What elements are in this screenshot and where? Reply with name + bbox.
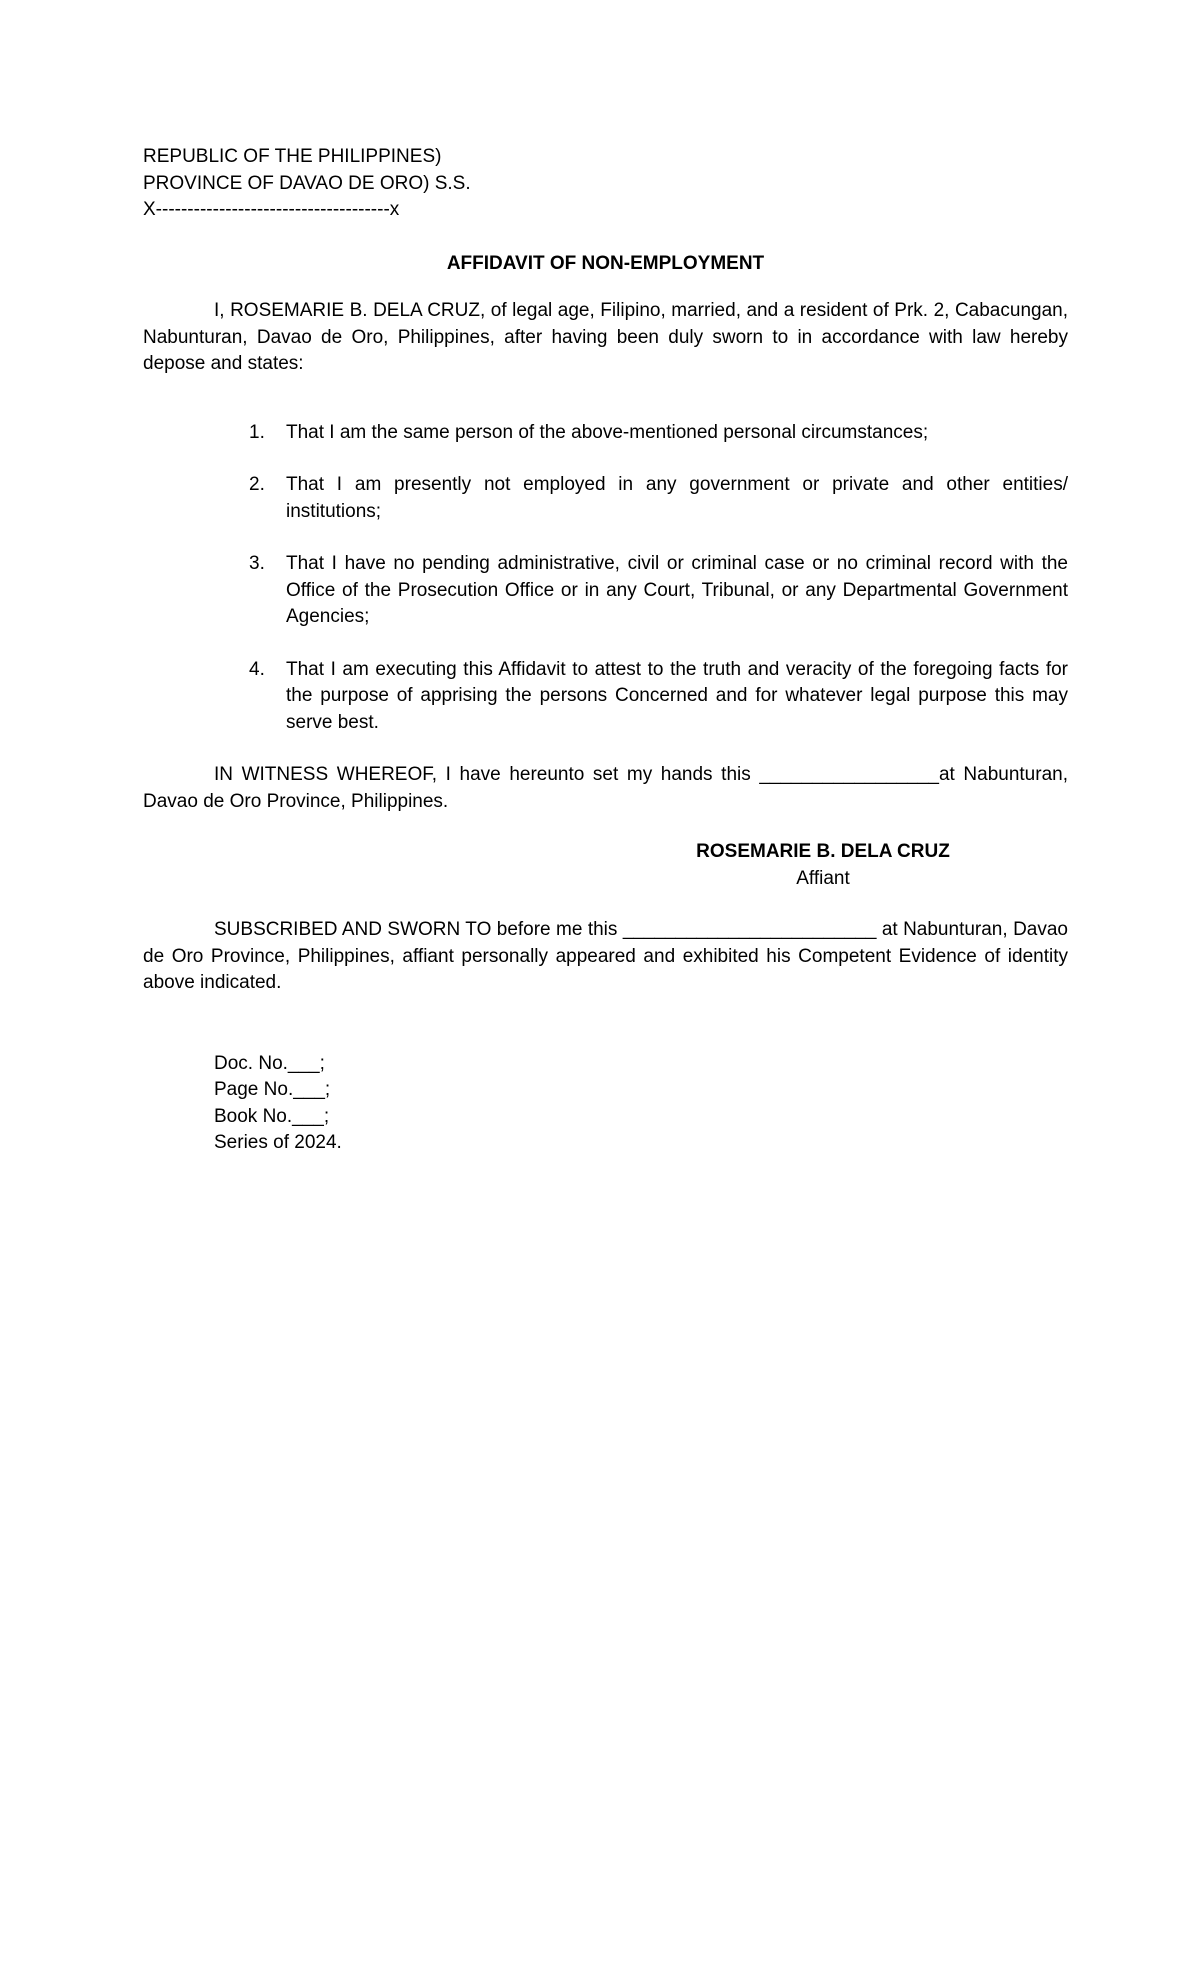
signature-block bbox=[696, 839, 950, 892]
affiant-label: Affiant bbox=[796, 867, 850, 889]
statement-text: That I am the same person of the above-mentioned personal circumstances; bbox=[286, 421, 929, 443]
caption-separator: X-------------------------------------x bbox=[143, 199, 400, 220]
affiant-name: ROSEMARIE B. DELA CRUZ bbox=[696, 841, 950, 862]
witness-paragraph: IN WITNESS WHEREOF, I have hereunto set my hands this _________________at Nabunturan, Davao de Oro Province, Philippines. bbox=[143, 764, 1068, 812]
intro-paragraph: I, ROSEMARIE B. DELA CRUZ, of legal age, Filipino, married, and a resident of Prk. 2, Cabacungan, Nabunturan, Davao de Oro, Philippines, after having been duly sworn to in accordance with law hereby depose and states: bbox=[143, 300, 1068, 374]
caption-republic: REPUBLIC OF THE PHILIPPINES) bbox=[143, 146, 442, 167]
book-number: Book No.___; bbox=[214, 1105, 330, 1127]
statement-list bbox=[143, 420, 1068, 737]
caption-province: PROVINCE OF DAVAO DE ORO) S.S. bbox=[143, 172, 471, 194]
document-body bbox=[143, 144, 1068, 1157]
document-title: AFFIDAVIT OF NON-EMPLOYMENT bbox=[446, 252, 765, 274]
jurat-paragraph: SUBSCRIBED AND SWORN TO before me this ________________________ at Nabunturan, Davao de Oro Province, Philippines, affiant personally appeared and exhibited his Competent Evidence of identity above indicated. bbox=[143, 919, 1068, 993]
statement-number: 4. bbox=[249, 658, 265, 680]
statement-number: 3. bbox=[249, 553, 265, 574]
series-year: Series of 2024. bbox=[214, 1132, 342, 1153]
page-number: Page No.___; bbox=[214, 1079, 331, 1100]
notarial-register bbox=[214, 1051, 1068, 1157]
statement-item bbox=[143, 551, 1068, 631]
statement-number: 1. bbox=[249, 421, 265, 443]
statement-text: That I am executing this Affidavit to attest to the truth and veracity of the foregoing facts for the purpose of apprising the persons Concerned and for whatever legal purpose this may serve best. bbox=[286, 658, 1068, 733]
statement-text: That I am presently not employed in any government or private and other entities/ institutions; bbox=[286, 474, 1068, 522]
venue-caption bbox=[143, 144, 1068, 224]
statement-item bbox=[143, 472, 1068, 525]
statement-text: That I have no pending administrative, civil or criminal case or no criminal record with the Office of the Prosecution Office or in any Court, Tribunal, or any Departmental Government Agencies; bbox=[286, 553, 1068, 627]
statement-item bbox=[143, 420, 1068, 447]
doc-number: Doc. No.___; bbox=[214, 1052, 325, 1074]
statement-number: 2. bbox=[249, 474, 265, 495]
statement-item bbox=[143, 657, 1068, 737]
